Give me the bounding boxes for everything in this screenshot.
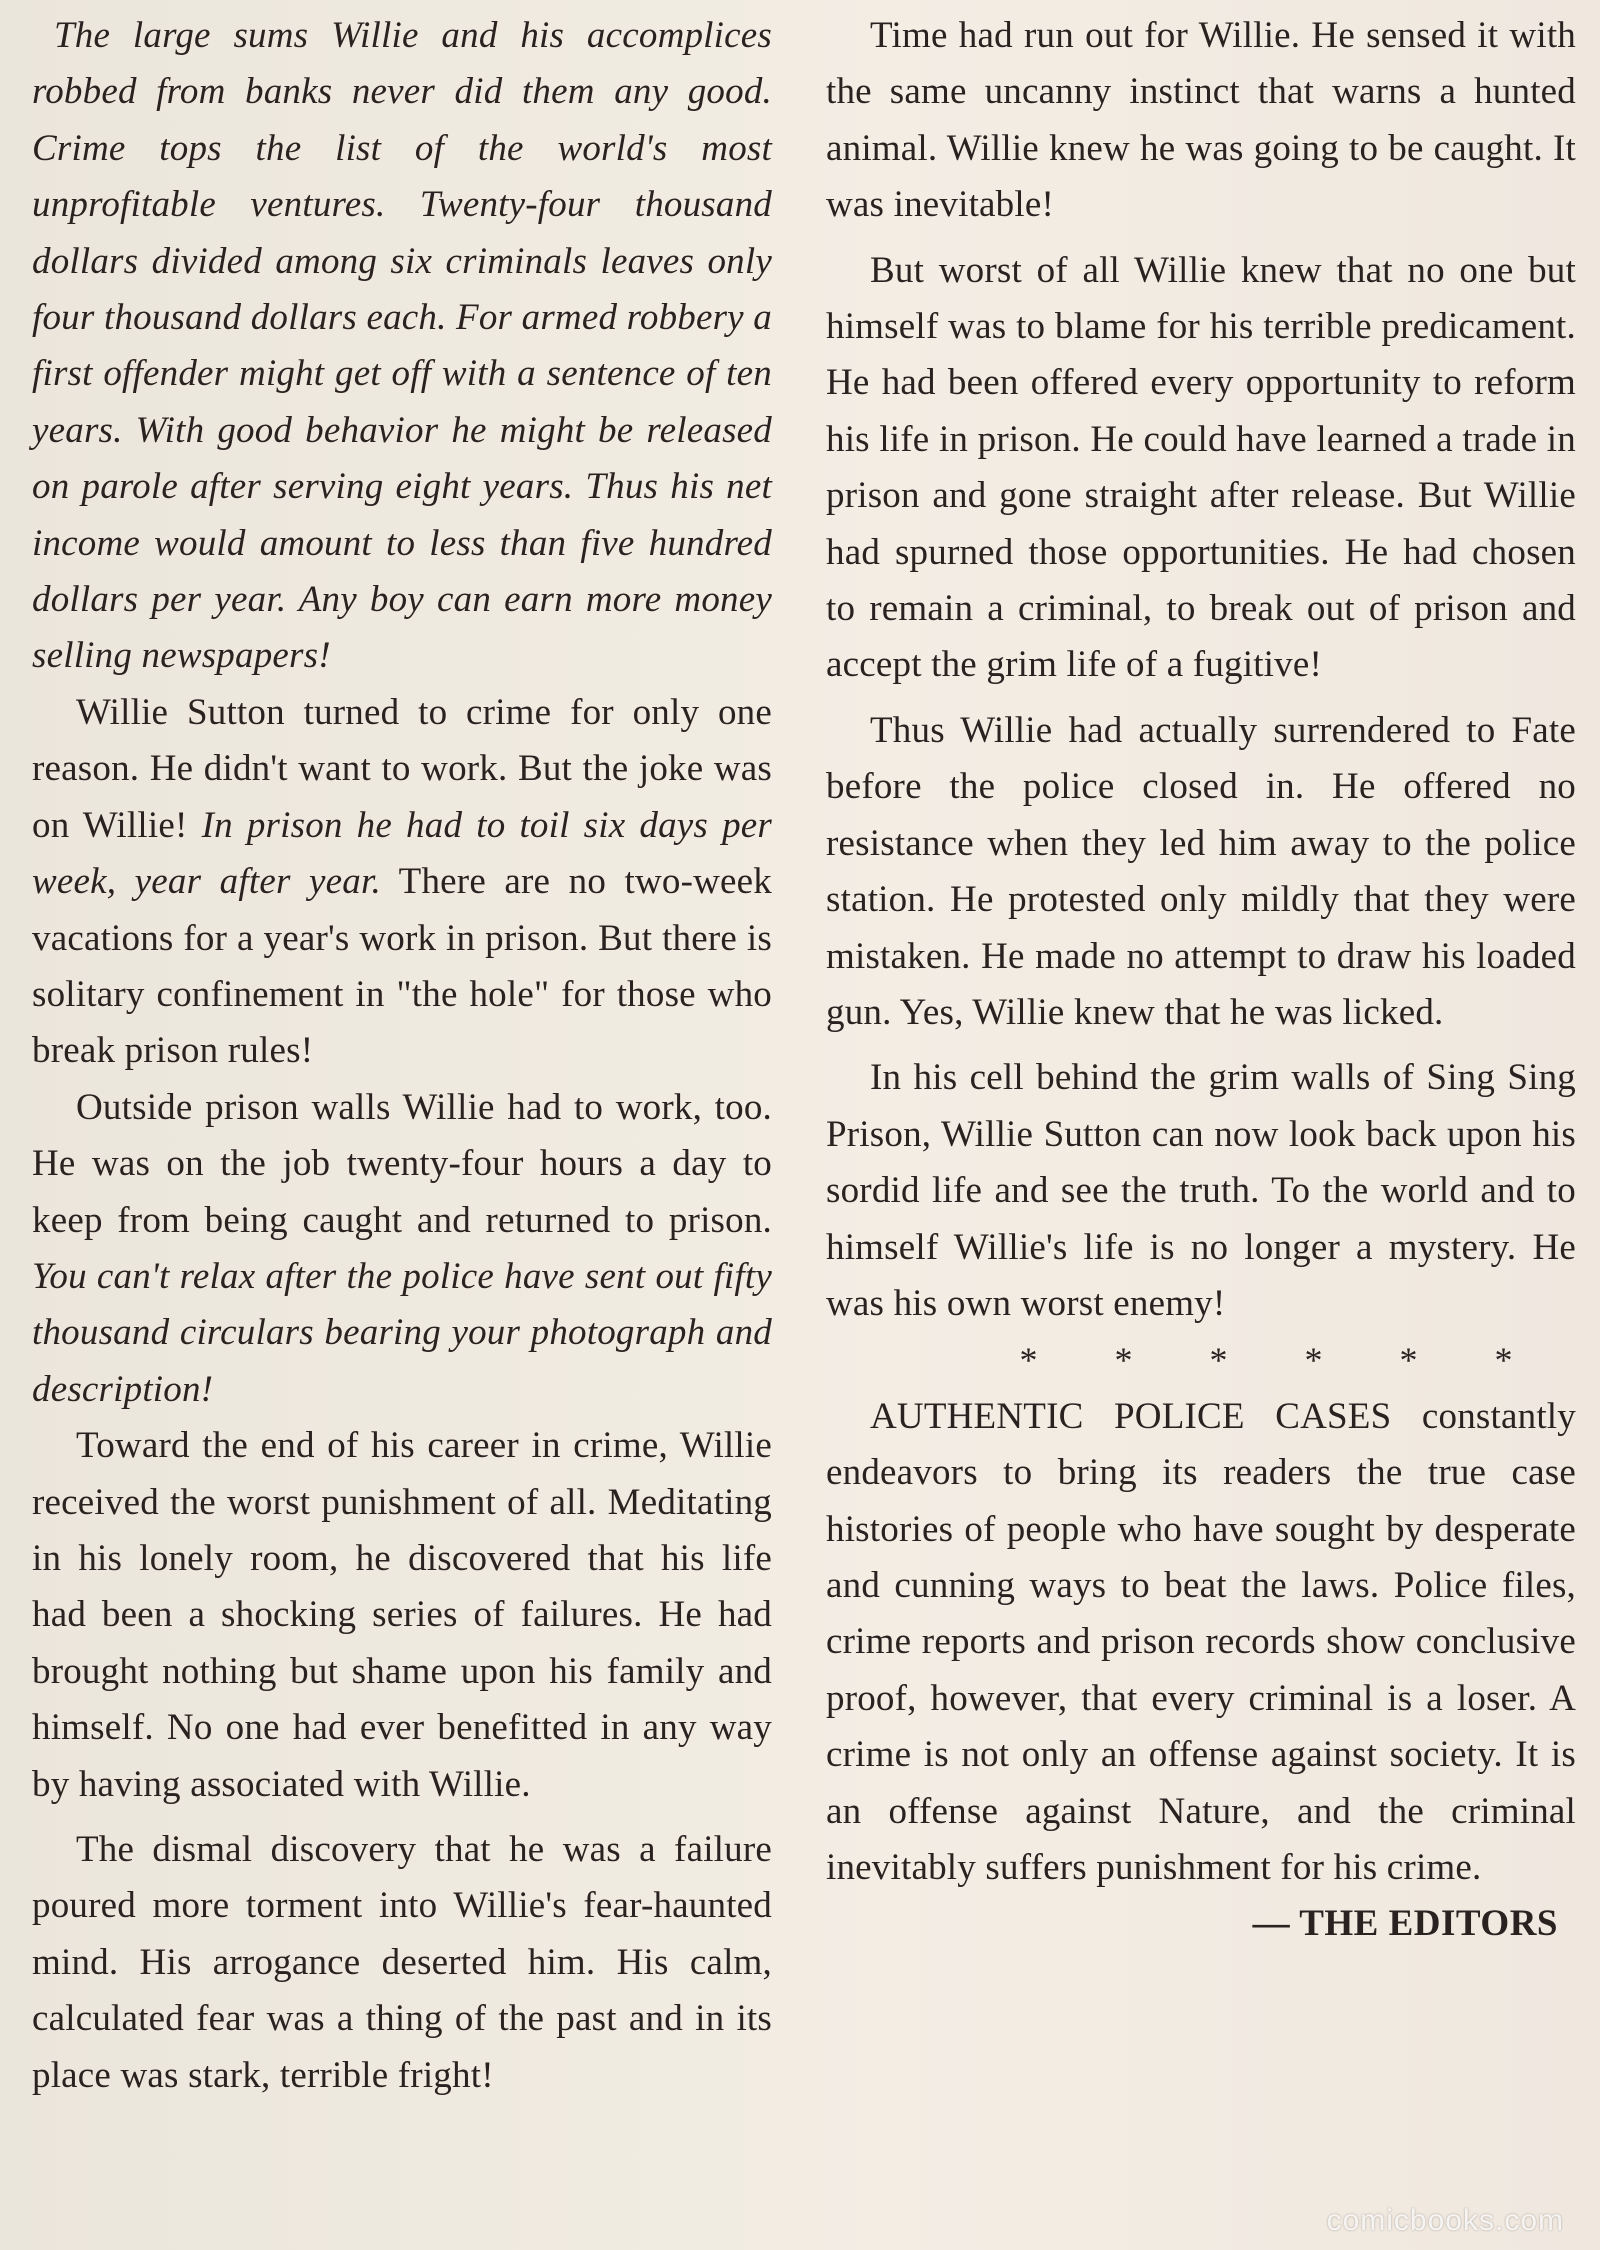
text-segment: There are no two-week vacations for a year's work in prison. But there is solitary confinement in "the hole" for those who break prison rules! [32,861,772,1072]
italic-segment: In prison he had to toil six days per week, year after year. [32,804,772,903]
site-watermark: comicbooks.com [1326,2204,1564,2237]
paragraph-time-ran-out: Time had run out for Willie. He sensed it with the same uncanny instinct that warns a hunted animal. Willie knew he was going to be caught. It was inevitable! [826,15,1576,226]
asterisk-divider: * * * * * * [1019,1340,1547,1381]
italic-segment: You can't relax after the police have sent out fifty thousand circulars bearing your photograph and description! [32,1255,772,1410]
paragraph-crime-reason [32,685,772,1080]
paragraph-to-blame: But worst of all Willie knew that no one but himself was to blame for his terrible predicament. He had been offered every opportunity to reform his life in prison. He could have learned a trade in prison and gone straight after release. But Willie had spurned those opportunities. He had chosen to remain a criminal, to break out of prison and accept the grim life of a fugitive! [826,249,1576,686]
paragraph-cell: In his cell behind the grim walls of Sing Sing Prison, Willie Sutton can now look back upon his sordid life and see the truth. To the world and to himself Willie's life is no longer a mystery. He was his own worst enemy! [826,1057,1576,1324]
text-segment: Willie Sutton turned to crime for only one reason. He didn't want to work. But the joke was on Willie! [32,691,772,846]
text-segment: Outside prison walls Willie had to work, too. He was on the job twenty-four hours a day to keep from being caught and returned to prison. [32,1086,772,1241]
intro-paragraph: The large sums Willie and his accomplices robbed from banks never did them any good. Crime tops the list of the world's most unprofitable ventures. Twenty-four thousand dollars divided among six criminals leaves only four thousand dollars each. For armed robbery a first offender might get off with a sentence of ten years. With good behavior he might be released on parole after serving eight years. Thus his net income would amount to less than five hundred dollars per year. Any boy can earn more money selling newspapers! [32,15,772,677]
left-column [32,8,772,2104]
paragraph-surrendered: Thus Willie had actually surrendered to Fate before the police closed in. He offered no resistance when they led him away to the police station. He protested only mildly that they were mistaken. He made no attempt to draw his loaded gun. Yes, Willie knew that he was licked. [826,709,1576,1033]
right-column [826,8,1576,1953]
paragraph-worst-punishment: Toward the end of his career in crime, Willie received the worst punishment of all. Meditating in his lonely room, he discovered that his life had been a shocking series of failures. He had brought nothing but shame upon his family and himself. No one had ever benefitted in any way by having associated with Willie. [32,1425,772,1805]
paragraph-editorial: AUTHENTIC POLICE CASES constantly endeavors to bring its readers the true case histories of people who have sought by desperate and cunning ways to beat the laws. Police files, crime reports and prison records show conclusive proof, however, that every criminal is a loser. A crime is not only an offense against society. It is an offense against Nature, and the criminal inevitably suffers punishment for his crime. [826,1395,1576,1888]
paragraph-dismal-discovery: The dismal discovery that he was a failure poured more torment into Willie's fear-haunted mind. His arrogance deserted him. His calm, calculated fear was a thing of the past and in its place was stark, terrible fright! [32,1829,772,2096]
paragraph-outside-prison [32,1080,772,1418]
intro-block [32,8,772,685]
editors-signature: — THE EDITORS [1252,1903,1558,1945]
